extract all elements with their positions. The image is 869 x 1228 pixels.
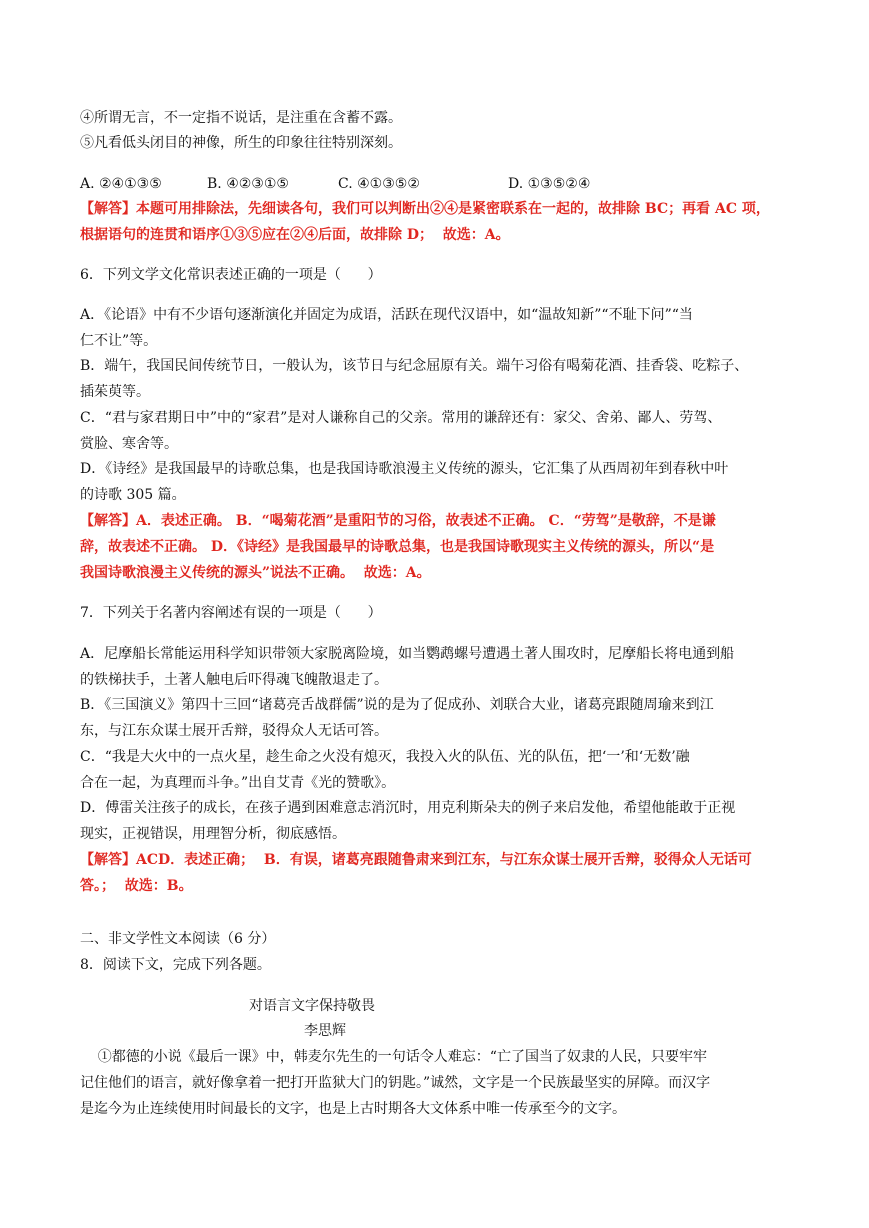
- q6-option-b-line-1: B．端午，我国民间传统节日，一般认为，该节日与纪念屈原有关。端午习俗有喝菊花酒、挂香袋、吃粽子、: [80, 358, 749, 374]
- section-heading: 二、非文学性文本阅读（6 分）: [80, 931, 276, 947]
- q5-item-5: ⑤凡看低头闭目的神像，所生的印象往往特别深刻。: [80, 135, 402, 151]
- q6-option-d-line-1: D．《诗经》是我国最早的诗歌总集，也是我国诗歌浪漫主义传统的源头，它汇集了从西周初年到春秋中叶: [80, 461, 729, 477]
- q7-option-b-line-1: B．《三国演义》第四十三回“诸葛亮舌战群儒”说的是为了促成孙、刘联合大业，诸葛亮跟随周瑜来到江: [80, 697, 714, 713]
- q6-option-c-line-1: C．“君与家君期日中”中的“家君”是对人谦称自己的父亲。常用的谦辞还有：家父、舍弟、鄙人、劳驾、: [80, 410, 722, 426]
- q5-item-4: ④所谓无言，不一定指不说话，是注重在含蓄不露。: [80, 110, 402, 126]
- q8-stem: 8．阅读下文，完成下列各题。: [80, 957, 271, 973]
- q5-answer-line-1: 【解答】本题可用排除法，先细读各句，我们可以判断出②④是紧密联系在一起的，故排除 BC；再看 AC 项，: [80, 201, 770, 217]
- article-paragraph-1-line-2: 记住他们的语言，就好像拿着一把打开监狱大门的钥匙。”诚然，文字是一个民族最坚实的屏障。而汉字: [80, 1075, 711, 1091]
- q6-option-a-line-2: 仁不让”等。: [80, 333, 158, 349]
- article-author: 李思辉: [304, 1023, 346, 1039]
- q6-answer-line-2: 辞，故表述不正确。 D．《诗经》是我国最早的诗歌总集，也是我国诗歌现实主义传统的源头，所以“是: [80, 539, 715, 555]
- q7-option-d-line-1: D．傅雷关注孩子的成长，在孩子遇到困难意志消沉时，用克利斯朵夫的例子来启发他，希望他能敢于正视: [80, 800, 736, 816]
- q7-answer-line-2: 答。； 故选：B。: [80, 878, 193, 894]
- q6-answer-line-3: 我国诗歌浪漫主义传统的源头”说法不正确。 故选：A。: [80, 565, 431, 581]
- q6-option-a-line-1: A．《论语》中有不少语句逐渐演化并固定为成语，活跃在现代汉语中，如“温故知新”“不耻下问”“当: [80, 307, 693, 323]
- q7-option-a-line-2: 的铁梯扶手，土著人触电后吓得魂飞魄散退走了。: [80, 672, 388, 688]
- q7-stem: 7．下列关于名著内容阐述有误的一项是（ ）: [80, 605, 382, 621]
- q7-option-c-line-2: 合在一起，为真理而斗争。”出自艾青《光的赞歌》。: [80, 775, 396, 791]
- q6-option-d-line-2: 的诗歌 305 篇。: [80, 487, 186, 503]
- q7-answer-line-1: 【解答】ACD．表述正确； B．有误，诸葛亮跟随鲁肃来到江东，与江东众谋士展开舌辩，驳得众人无话可: [80, 852, 752, 868]
- q6-option-b-line-2: 插茱萸等。: [80, 384, 150, 400]
- q6-option-c-line-2: 赏脸、寒舍等。: [80, 436, 178, 452]
- q5-option-b: B. ④②③①⑤: [207, 176, 289, 192]
- q7-option-c-line-1: C．“我是大火中的一点火星，趁生命之火没有熄灭，我投入火的队伍、光的队伍，把‘一’和‘无数’融: [80, 749, 690, 765]
- q6-answer-line-1: 【解答】A．表述正确。 B．“喝菊花酒”是重阳节的习俗，故表述不正确。 C．“劳驾”是敬辞，不是谦: [80, 513, 716, 529]
- q7-option-b-line-2: 东，与江东众谋士展开舌辩，驳得众人无话可答。: [80, 723, 388, 739]
- q5-answer-line-2: 根据语句的连贯和语序①③⑤应在②④后面，故排除 D； 故选：A。: [80, 227, 510, 243]
- q7-option-a-line-1: A．尼摩船长常能运用科学知识带领大家脱离险境，如当鹦鹉螺号遭遇土著人围攻时，尼摩船长将电通到船: [80, 646, 735, 662]
- article-title: 对语言文字保持敬畏: [249, 998, 375, 1014]
- q7-option-d-line-2: 现实，正视错误，用理智分析，彻底感悟。: [80, 826, 346, 842]
- article-paragraph-1-line-3: 是迄今为止连续使用时间最长的文字，也是上古时期各大文体系中唯一传承至今的文字。: [80, 1101, 626, 1117]
- q6-stem: 6．下列文学文化常识表述正确的一项是（ ）: [80, 267, 382, 283]
- article-paragraph-1-line-1: ①都德的小说《最后一课》中，韩麦尔先生的一句话令人难忘：“亡了国当了奴隶的人民，只要牢牢: [80, 1049, 707, 1065]
- q5-option-d: D. ①③⑤②④: [508, 176, 591, 192]
- q5-option-c: C. ④①③⑤②: [338, 176, 420, 192]
- q5-option-a: A. ②④①③⑤: [80, 176, 162, 192]
